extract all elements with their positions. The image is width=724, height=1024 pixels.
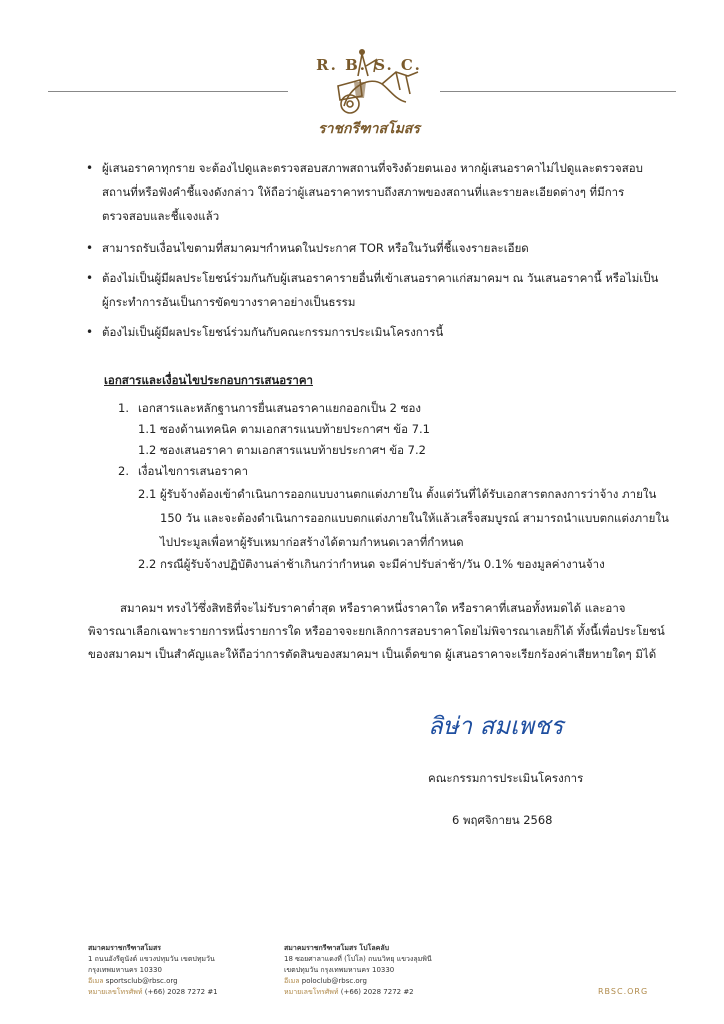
footer-email: อีเมล poloclub@rbsc.org: [284, 977, 367, 985]
item-1-text: เอกสารและหลักฐานการยื่นเสนอราคาแยกออกเป็น 2 ซอง: [138, 401, 421, 415]
bullet-item-2: [88, 238, 678, 258]
bullet-line: ผู้เสนอราคาทุกราย จะต้องไปดูและตรวจสอบสภาพสถานที่จริงด้วยตนเอง หากผู้เสนอราคาไม่ไปดูและตรวจสอบ: [102, 161, 643, 175]
bullet-item-4: [88, 322, 678, 342]
section-heading: เอกสารและเงื่อนไขประกอบการเสนอราคา: [104, 373, 313, 387]
subitem-1-1: 1.1 ซองด้านเทคนิค ตามเอกสารแนบท้ายประกาศฯ ข้อ 7.1: [138, 422, 430, 436]
footer-org-name: สมาคมราชกรีฑาสโมสร โปโลคลับ: [284, 944, 390, 952]
item-2-number: 2.: [118, 464, 129, 478]
closing-line: ของสมาคมฯ เป็นสำคัญและให้ถือว่าการตัดสินของสมาคมฯ เป็นเด็ดขาด ผู้เสนอราคาจะเรียกร้องค่าเสียหายใดๆ มิได้: [88, 647, 657, 661]
item-1-number: 1.: [118, 401, 129, 415]
footer-address-line: 1 ถนนอังรีดูนังต์ แขวงปทุมวัน เขตปทุมวัน: [88, 955, 215, 963]
subitem-2-2: 2.2 กรณีผู้รับจ้างปฏิบัติงานล่าช้าเกินกว่ากำหนด จะมีค่าปรับล่าช้า/วัน 0.1% ของมูลค่างานจ้าง: [138, 557, 605, 571]
club-logo: [310, 46, 428, 140]
bullet-line: สามารถรับเงื่อนไขตามที่สมาคมฯกำหนดในประกาศ TOR หรือในวันที่ชี้แจงรายละเอียด: [102, 241, 529, 255]
committee-label: คณะกรรมการประเมินโครงการ: [428, 771, 584, 785]
logo-thai-name: ราชกรีฑาสโมสร: [318, 121, 420, 137]
subitem-1-2: 1.2 ซองเสนอราคา ตามเอกสารแนบท้ายประกาศฯ ข้อ 7.2: [138, 443, 426, 457]
subitem-2-1: [138, 484, 678, 552]
bullet-item-3: [88, 268, 678, 312]
header-rule-left: [48, 91, 288, 92]
footer-address-line: 18 ซอยศาลาแดงที่ (โปโล) ถนนวิทยุ แขวงลุมพินี: [284, 955, 432, 963]
bullet-line: สถานที่หรือฟังคำชี้แจงดังกล่าว ให้ถือว่าผู้เสนอราคาทราบถึงสภาพของสถานที่และรายละเอียดต่างๆ ที่มีการ: [102, 185, 625, 199]
footer-left-address: [88, 943, 268, 998]
bullet-list: [88, 158, 678, 342]
item-2-text: เงื่อนไขการเสนอราคา: [138, 464, 249, 478]
footer-address-line: กรุงเทพมหานคร 10330: [88, 966, 162, 974]
footer-website: RBSC.ORG: [598, 987, 649, 996]
bullet-line: ต้องไม่เป็นผู้มีผลประโยชน์ร่วมกันกับผู้เสนอราคารายอื่นที่เข้าเสนอราคาแก่สมาคมฯ ณ วันเสนอราคานี้ หรือไม่เป็น: [102, 271, 659, 285]
bullet-dot-icon: •: [86, 325, 94, 339]
closing-line: พิจารณาเลือกเฉพาะรายการหนึ่งรายการใด หรืออาจจะยกเลิกการสอบราคาโดยไม่พิจารณาเลยก็ได้ ทั้งนี้เพื่อประโยชน์: [88, 624, 665, 638]
subitem-2-1-line: 2.1 ผู้รับจ้างต้องเข้าดำเนินการออกแบบงานตกแต่งภายใน ตั้งแต่วันที่ได้รับเอกสารตกลงการว่าจ้าง ภายใน: [138, 487, 657, 501]
footer-phone: หมายเลขโทรศัพท์ (+66) 2028 7272 #1: [88, 988, 218, 996]
closing-paragraph: [88, 598, 688, 664]
footer-phone: หมายเลขโทรศัพท์ (+66) 2028 7272 #2: [284, 988, 414, 996]
bullet-dot-icon: •: [86, 271, 94, 285]
bullet-line: ผู้กระทำการอันเป็นการขัดขวางราคาอย่างเป็นธรรม: [102, 295, 356, 309]
bullet-item-1: [88, 158, 678, 226]
footer-address-line: เขตปทุมวัน กรุงเทพมหานคร 10330: [284, 966, 395, 974]
bullet-dot-icon: •: [86, 241, 94, 255]
logo-letters: R. B. S. C.: [316, 56, 422, 74]
signature-date: 6 พฤศจิกายน 2568: [452, 813, 553, 827]
handwritten-signature: ลิษ่า สมเพชร: [428, 712, 564, 740]
bullet-line: ตรวจสอบและชี้แจงแล้ว: [102, 209, 220, 223]
bullet-line: ต้องไม่เป็นผู้มีผลประโยชน์ร่วมกันกับคณะกรรมการประเมินโครงการนี้: [102, 325, 444, 339]
subitem-2-1-line: ไปประมูลเพื่อหาผู้รับเหมาก่อสร้างได้ตามกำหนดเวลาที่กำหนด: [160, 535, 464, 549]
bullet-dot-icon: •: [86, 161, 94, 175]
footer-middle-address: [284, 943, 474, 998]
footer-email: อีเมล sportsclub@rbsc.org: [88, 977, 178, 985]
closing-line: สมาคมฯ ทรงไว้ซึ่งสิทธิที่จะไม่รับราคาต่ำสุด หรือราคาหนึ่งราคาใด หรือราคาที่เสนอทั้งหมดได้ และอาจ: [120, 601, 626, 615]
footer-org-name: สมาคมราชกรีฑาสโมสร: [88, 944, 161, 952]
header-rule-right: [440, 91, 676, 92]
subitem-2-1-line: 150 วัน และจะต้องดำเนินการออกแบบตกแต่งภายในให้แล้วเสร็จสมบูรณ์ สามารถนำแบบตกแต่งภายใน: [160, 511, 669, 525]
